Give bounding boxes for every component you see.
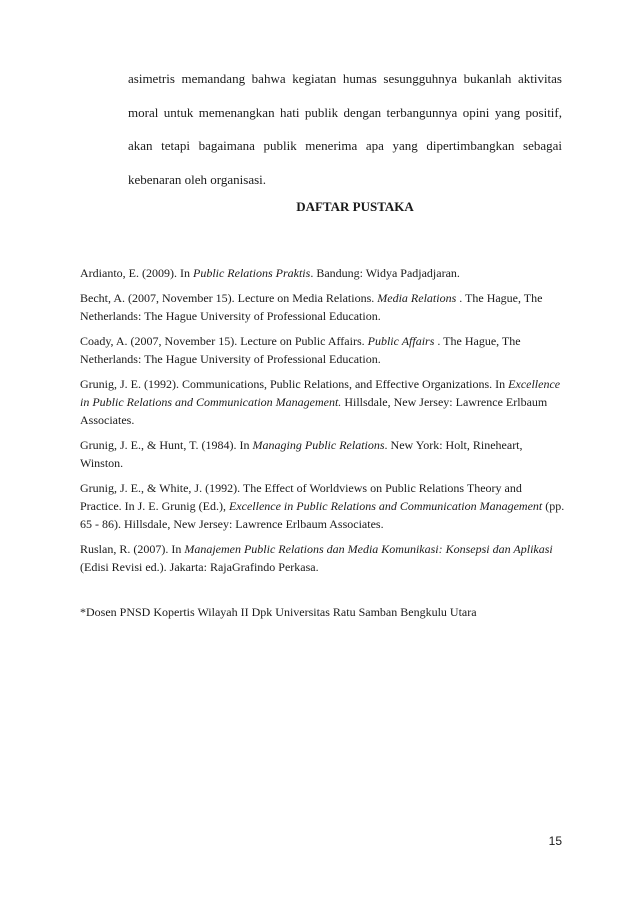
body-line-4: kebenaran oleh organisasi. — [128, 171, 267, 187]
reference-text: Coady, A. (2007, November 15). Lecture on Public Affairs. — [80, 334, 368, 348]
reference-text: Hillsdale, New Jersey: Lawrence Erlbaum Associates. — [80, 395, 548, 427]
reference-text: Ruslan, R. (2007). In — [80, 542, 185, 556]
reference-entry — [80, 264, 566, 282]
reference-title: Excellence in Public Relations and Communication Management. — [80, 377, 561, 409]
body-line-2: moral untuk memenangkan hati publik dengan terbangunnya opini yang positif, — [128, 104, 562, 120]
reference-entry — [80, 289, 566, 325]
reference-entry — [80, 479, 566, 533]
reference-title: Managing Public Relations — [252, 438, 385, 452]
author-footnote: *Dosen PNSD Kopertis Wilayah II Dpk Universitas Ratu Samban Bengkulu Utara — [80, 605, 477, 619]
reference-title: Media Relations — [377, 291, 457, 305]
reference-text: Grunig, J. E., & White, J. (1992). The Effect of Worldviews on Public Relations Theory and Practice. In J. E. Grunig (Ed.), — [80, 481, 522, 513]
reference-entry — [80, 375, 566, 429]
reference-entry — [80, 332, 566, 368]
body-paragraph — [128, 62, 562, 196]
reference-list — [80, 264, 566, 583]
reference-title: Manajemen Public Relations dan Media Komunikasi: Konsepsi dan Aplikasi — [184, 542, 553, 556]
reference-text: . Bandung: Widya Padjadjaran. — [310, 266, 460, 280]
reference-title: Public Affairs — [367, 334, 435, 348]
reference-title: Excellence in Public Relations and Communication Management — [228, 499, 543, 513]
reference-text: (pp. 65 - 86). Hillsdale, New Jersey: Lawrence Erlbaum Associates. — [80, 499, 565, 531]
reference-text: . The Hague, The Netherlands: The Hague University of Professional Education. — [80, 291, 543, 323]
reference-text: Becht, A. (2007, November 15). Lecture on Media Relations. — [80, 291, 378, 305]
reference-title: Public Relations Praktis — [192, 266, 311, 280]
reference-text: Grunig, J. E. (1992). Communications, Public Relations, and Effective Organizations. In — [80, 377, 509, 391]
body-line-3: akan tetapi bagaimana publik menerima apa yang dipertimbangkan sebagai — [128, 138, 562, 153]
reference-text: Ardianto, E. (2009). In — [80, 266, 193, 280]
reference-text: Grunig, J. E., & Hunt, T. (1984). In — [80, 438, 253, 452]
page-number: 15 — [548, 834, 562, 848]
body-line-1: asimetris memandang bahwa kegiatan humas sesungguhnya bukanlah aktivitas — [128, 71, 562, 86]
reference-entry — [80, 540, 566, 576]
reference-text: (Edisi Revisi ed.). Jakarta: RajaGrafindo Perkasa. — [80, 560, 319, 574]
reference-text: . The Hague, The Netherlands: The Hague University of Professional Education. — [80, 334, 521, 366]
reference-entry — [80, 436, 566, 472]
reference-text: . New York: Holt, Rineheart, Winston. — [80, 438, 523, 470]
bibliography-heading: DAFTAR PUSTAKA — [296, 199, 414, 214]
